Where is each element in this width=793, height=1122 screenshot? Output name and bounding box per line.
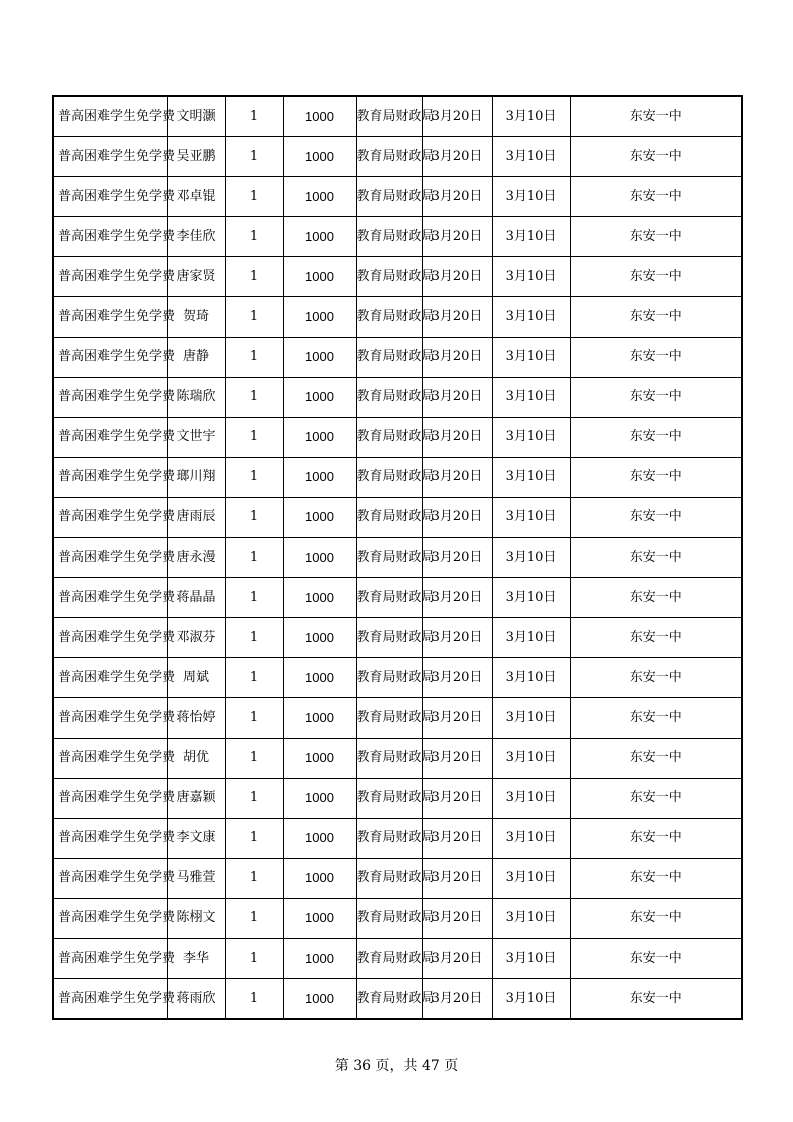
table-row: [53, 738, 742, 778]
dept-cell: 教育局财政局: [356, 738, 422, 778]
date2-cell: 3月10日: [492, 297, 570, 337]
school-cell: 东安一中: [570, 818, 742, 858]
item-cell: 普高困难学生免学费: [53, 96, 167, 137]
table-row: [53, 578, 742, 618]
name-cell: 邓卓锟: [167, 177, 225, 217]
table-row: [53, 377, 742, 417]
item-cell: 普高困难学生免学费: [53, 217, 167, 257]
item-cell: 普高困难学生免学费: [53, 257, 167, 297]
item-cell: 普高困难学生免学费: [53, 738, 167, 778]
count-cell: 1: [225, 497, 283, 537]
dept-cell: 教育局财政局: [356, 778, 422, 818]
count-cell: 1: [225, 297, 283, 337]
table-row: [53, 297, 742, 337]
count-cell: 1: [225, 457, 283, 497]
dept-cell: 教育局财政局: [356, 858, 422, 898]
amount-cell: 1000: [283, 698, 356, 738]
date1-cell: 3月20日: [422, 337, 492, 377]
dept-cell: 教育局财政局: [356, 96, 422, 137]
school-cell: 东安一中: [570, 417, 742, 457]
count-cell: 1: [225, 858, 283, 898]
dept-cell: 教育局财政局: [356, 898, 422, 938]
date1-cell: 3月20日: [422, 137, 492, 177]
date1-cell: 3月20日: [422, 858, 492, 898]
dept-cell: 教育局财政局: [356, 137, 422, 177]
count-cell: 1: [225, 938, 283, 978]
name-cell: 文世宇: [167, 417, 225, 457]
count-cell: 1: [225, 738, 283, 778]
amount-cell: 1000: [283, 658, 356, 698]
amount-cell: 1000: [283, 217, 356, 257]
page-number: 第 36 页，共 47 页: [334, 1058, 459, 1074]
school-cell: 东安一中: [570, 137, 742, 177]
table-row: [53, 417, 742, 457]
table-row: [53, 96, 742, 137]
count-cell: 1: [225, 217, 283, 257]
item-cell: 普高困难学生免学费: [53, 297, 167, 337]
dept-cell: 教育局财政局: [356, 257, 422, 297]
dept-cell: 教育局财政局: [356, 658, 422, 698]
count-cell: 1: [225, 778, 283, 818]
date1-cell: 3月20日: [422, 578, 492, 618]
amount-cell: 1000: [283, 497, 356, 537]
school-cell: 东安一中: [570, 377, 742, 417]
amount-cell: 1000: [283, 778, 356, 818]
count-cell: 1: [225, 337, 283, 377]
date1-cell: 3月20日: [422, 738, 492, 778]
name-cell: 唐嘉颖: [167, 778, 225, 818]
dept-cell: 教育局财政局: [356, 818, 422, 858]
data-table: [52, 95, 743, 1020]
count-cell: 1: [225, 377, 283, 417]
name-cell: 蒋怡婷: [167, 698, 225, 738]
school-cell: 东安一中: [570, 698, 742, 738]
amount-cell: 1000: [283, 96, 356, 137]
date1-cell: 3月20日: [422, 457, 492, 497]
item-cell: 普高困难学生免学费: [53, 898, 167, 938]
name-cell: 李文康: [167, 818, 225, 858]
date1-cell: 3月20日: [422, 778, 492, 818]
table-row: [53, 137, 742, 177]
date2-cell: 3月10日: [492, 938, 570, 978]
amount-cell: 1000: [283, 257, 356, 297]
school-cell: 东安一中: [570, 658, 742, 698]
item-cell: 普高困难学生免学费: [53, 337, 167, 377]
date1-cell: 3月20日: [422, 177, 492, 217]
name-cell: 蒋晶晶: [167, 578, 225, 618]
date2-cell: 3月10日: [492, 738, 570, 778]
date1-cell: 3月20日: [422, 698, 492, 738]
date1-cell: 3月20日: [422, 96, 492, 137]
amount-cell: 1000: [283, 898, 356, 938]
count-cell: 1: [225, 578, 283, 618]
name-cell: 陈瑞欣: [167, 377, 225, 417]
item-cell: 普高困难学生免学费: [53, 177, 167, 217]
table-row: [53, 979, 742, 1020]
count-cell: 1: [225, 538, 283, 578]
table-row: [53, 177, 742, 217]
table-row: [53, 497, 742, 537]
amount-cell: 1000: [283, 377, 356, 417]
school-cell: 东安一中: [570, 938, 742, 978]
item-cell: 普高困难学生免学费: [53, 698, 167, 738]
school-cell: 东安一中: [570, 457, 742, 497]
dept-cell: 教育局财政局: [356, 938, 422, 978]
name-cell: 陈栩文: [167, 898, 225, 938]
table-row: [53, 938, 742, 978]
name-cell: 吴亚鹏: [167, 137, 225, 177]
table-row: [53, 538, 742, 578]
date2-cell: 3月10日: [492, 497, 570, 537]
count-cell: 1: [225, 96, 283, 137]
date2-cell: 3月10日: [492, 96, 570, 137]
item-cell: 普高困难学生免学费: [53, 137, 167, 177]
item-cell: 普高困难学生免学费: [53, 938, 167, 978]
name-cell: 马雅萱: [167, 858, 225, 898]
table-row: [53, 658, 742, 698]
name-cell: 周斌: [167, 658, 225, 698]
name-cell: 文明灏: [167, 96, 225, 137]
name-cell: 唐永漫: [167, 538, 225, 578]
school-cell: 东安一中: [570, 578, 742, 618]
count-cell: 1: [225, 698, 283, 738]
name-cell: 唐静: [167, 337, 225, 377]
name-cell: 李华: [167, 938, 225, 978]
date2-cell: 3月10日: [492, 858, 570, 898]
table-row: [53, 898, 742, 938]
count-cell: 1: [225, 618, 283, 658]
school-cell: 东安一中: [570, 257, 742, 297]
date2-cell: 3月10日: [492, 898, 570, 938]
amount-cell: 1000: [283, 738, 356, 778]
item-cell: 普高困难学生免学费: [53, 538, 167, 578]
item-cell: 普高困难学生免学费: [53, 377, 167, 417]
school-cell: 东安一中: [570, 297, 742, 337]
item-cell: 普高困难学生免学费: [53, 979, 167, 1020]
count-cell: 1: [225, 137, 283, 177]
date2-cell: 3月10日: [492, 818, 570, 858]
date2-cell: 3月10日: [492, 578, 570, 618]
dept-cell: 教育局财政局: [356, 217, 422, 257]
name-cell: 唐雨辰: [167, 497, 225, 537]
count-cell: 1: [225, 177, 283, 217]
dept-cell: 教育局财政局: [356, 578, 422, 618]
school-cell: 东安一中: [570, 337, 742, 377]
amount-cell: 1000: [283, 858, 356, 898]
amount-cell: 1000: [283, 979, 356, 1020]
item-cell: 普高困难学生免学费: [53, 658, 167, 698]
school-cell: 东安一中: [570, 538, 742, 578]
dept-cell: 教育局财政局: [356, 457, 422, 497]
date1-cell: 3月20日: [422, 417, 492, 457]
table-row: [53, 698, 742, 738]
item-cell: 普高困难学生免学费: [53, 457, 167, 497]
dept-cell: 教育局财政局: [356, 497, 422, 537]
item-cell: 普高困难学生免学费: [53, 778, 167, 818]
count-cell: 1: [225, 898, 283, 938]
dept-cell: 教育局财政局: [356, 377, 422, 417]
date1-cell: 3月20日: [422, 979, 492, 1020]
count-cell: 1: [225, 257, 283, 297]
date2-cell: 3月10日: [492, 979, 570, 1020]
date1-cell: 3月20日: [422, 618, 492, 658]
count-cell: 1: [225, 658, 283, 698]
item-cell: 普高困难学生免学费: [53, 858, 167, 898]
school-cell: 东安一中: [570, 738, 742, 778]
school-cell: 东安一中: [570, 979, 742, 1020]
count-cell: 1: [225, 979, 283, 1020]
item-cell: 普高困难学生免学费: [53, 497, 167, 537]
name-cell: 李佳欣: [167, 217, 225, 257]
date1-cell: 3月20日: [422, 217, 492, 257]
date2-cell: 3月10日: [492, 618, 570, 658]
table-row: [53, 257, 742, 297]
name-cell: 邓淑芬: [167, 618, 225, 658]
date1-cell: 3月20日: [422, 377, 492, 417]
school-cell: 东安一中: [570, 778, 742, 818]
name-cell: 贺琦: [167, 297, 225, 337]
school-cell: 东安一中: [570, 858, 742, 898]
date1-cell: 3月20日: [422, 257, 492, 297]
date1-cell: 3月20日: [422, 538, 492, 578]
dept-cell: 教育局财政局: [356, 417, 422, 457]
amount-cell: 1000: [283, 618, 356, 658]
amount-cell: 1000: [283, 538, 356, 578]
amount-cell: 1000: [283, 337, 356, 377]
item-cell: 普高困难学生免学费: [53, 618, 167, 658]
dept-cell: 教育局财政局: [356, 698, 422, 738]
date1-cell: 3月20日: [422, 297, 492, 337]
date2-cell: 3月10日: [492, 538, 570, 578]
date1-cell: 3月20日: [422, 898, 492, 938]
table-row: [53, 457, 742, 497]
name-cell: 唐家贤: [167, 257, 225, 297]
date2-cell: 3月10日: [492, 257, 570, 297]
amount-cell: 1000: [283, 578, 356, 618]
count-cell: 1: [225, 818, 283, 858]
count-cell: 1: [225, 417, 283, 457]
amount-cell: 1000: [283, 818, 356, 858]
date1-cell: 3月20日: [422, 497, 492, 537]
dept-cell: 教育局财政局: [356, 979, 422, 1020]
amount-cell: 1000: [283, 177, 356, 217]
school-cell: 东安一中: [570, 177, 742, 217]
table-row: [53, 818, 742, 858]
dept-cell: 教育局财政局: [356, 177, 422, 217]
dept-cell: 教育局财政局: [356, 618, 422, 658]
table-body: [53, 96, 742, 1019]
item-cell: 普高困难学生免学费: [53, 578, 167, 618]
item-cell: 普高困难学生免学费: [53, 417, 167, 457]
item-cell: 普高困难学生免学费: [53, 818, 167, 858]
date2-cell: 3月10日: [492, 177, 570, 217]
date2-cell: 3月10日: [492, 698, 570, 738]
school-cell: 东安一中: [570, 497, 742, 537]
date1-cell: 3月20日: [422, 938, 492, 978]
dept-cell: 教育局财政局: [356, 538, 422, 578]
date2-cell: 3月10日: [492, 417, 570, 457]
date2-cell: 3月10日: [492, 217, 570, 257]
name-cell: 瑯川翔: [167, 457, 225, 497]
date2-cell: 3月10日: [492, 778, 570, 818]
date2-cell: 3月10日: [492, 337, 570, 377]
date2-cell: 3月10日: [492, 377, 570, 417]
table-row: [53, 858, 742, 898]
table-row: [53, 618, 742, 658]
amount-cell: 1000: [283, 457, 356, 497]
amount-cell: 1000: [283, 297, 356, 337]
dept-cell: 教育局财政局: [356, 297, 422, 337]
name-cell: 胡优: [167, 738, 225, 778]
date1-cell: 3月20日: [422, 818, 492, 858]
school-cell: 东安一中: [570, 898, 742, 938]
school-cell: 东安一中: [570, 217, 742, 257]
date2-cell: 3月10日: [492, 137, 570, 177]
date1-cell: 3月20日: [422, 658, 492, 698]
table-row: [53, 337, 742, 377]
dept-cell: 教育局财政局: [356, 337, 422, 377]
date2-cell: 3月10日: [492, 457, 570, 497]
amount-cell: 1000: [283, 938, 356, 978]
school-cell: 东安一中: [570, 618, 742, 658]
amount-cell: 1000: [283, 137, 356, 177]
table-row: [53, 217, 742, 257]
table-row: [53, 778, 742, 818]
school-cell: 东安一中: [570, 96, 742, 137]
name-cell: 蒋雨欣: [167, 979, 225, 1020]
date2-cell: 3月10日: [492, 658, 570, 698]
amount-cell: 1000: [283, 417, 356, 457]
